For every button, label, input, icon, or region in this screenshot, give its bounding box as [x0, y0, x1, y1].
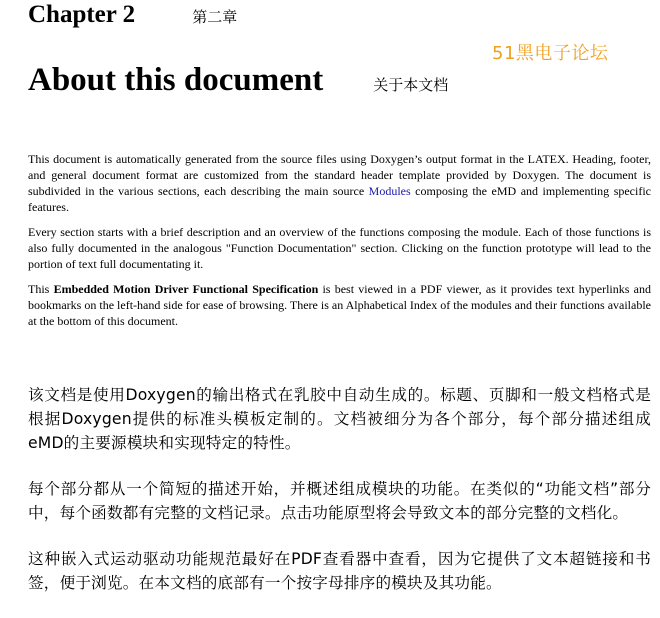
chapter-label: Chapter 2 — [28, 1, 136, 28]
english-paragraph-2: Every section starts with a brief description and an overview of the functions composing the module. Each of those functions is also fully documented in the analogous "Function Documentation" section. Clicking on the function prototype will lead to the portion of text full documentating it. — [28, 225, 651, 271]
chinese-paragraph-2: 每个部分都从一个简短的描述开始，并概述组成模块的功能。在类似的“功能文档”部分中，每个函数都有完整的文档记录。点击功能原型将会导致文本的部分完整的文档化。 — [28, 480, 651, 522]
chinese-body — [28, 383, 651, 617]
chapter-heading — [28, 0, 237, 30]
modules-link[interactable]: Modules — [368, 184, 411, 198]
english-p1-text-b: composing the eMD and implementing specific features. — [28, 184, 651, 214]
english-p1-text-a: This document is automatically generated from the source files using Doxygen’s output format in the LATEX. Heading, footer, and general document format are customized from the standard header template provided by Doxygen. The document is subdivided in the various sections, each describing the main source — [28, 152, 651, 198]
watermark-text: 51黑电子论坛 — [492, 43, 609, 64]
english-paragraph-1 — [28, 151, 651, 215]
english-body — [28, 151, 651, 338]
chinese-paragraph-3: 这种嵌入式运动驱动功能规范最好在PDF查看器中查看，因为它提供了文本超链接和书签，便于浏览。在本文档的底部有一个按字母排序的模块及其功能。 — [28, 550, 651, 592]
english-p3-text-a: This — [28, 282, 54, 296]
chapter-label-chinese: 第二章 — [192, 8, 238, 26]
english-p3-text-b: is best viewed in a PDF viewer, as it provides text hyperlinks and bookmarks on the left-hand side for ease of browsing. There is an Alphabetical Index of the modules and their functions available at the bottom of this document. — [28, 282, 651, 328]
spec-name-bold: Embedded Motion Driver Functional Specification — [53, 282, 319, 296]
document-title-chinese: 关于本文档 — [373, 76, 449, 94]
chinese-paragraph-1: 该文档是使用Doxygen的输出格式在乳胶中自动生成的。标题、页脚和一般文档格式是根据Doxygen提供的标准头模板定制的。文档被细分为各个部分，每个部分描述组成eMD的主要源模块和实现特定的特性。 — [28, 386, 651, 452]
document-title-row — [28, 60, 448, 105]
document-title: About this document — [28, 62, 324, 98]
english-paragraph-3 — [28, 281, 651, 329]
